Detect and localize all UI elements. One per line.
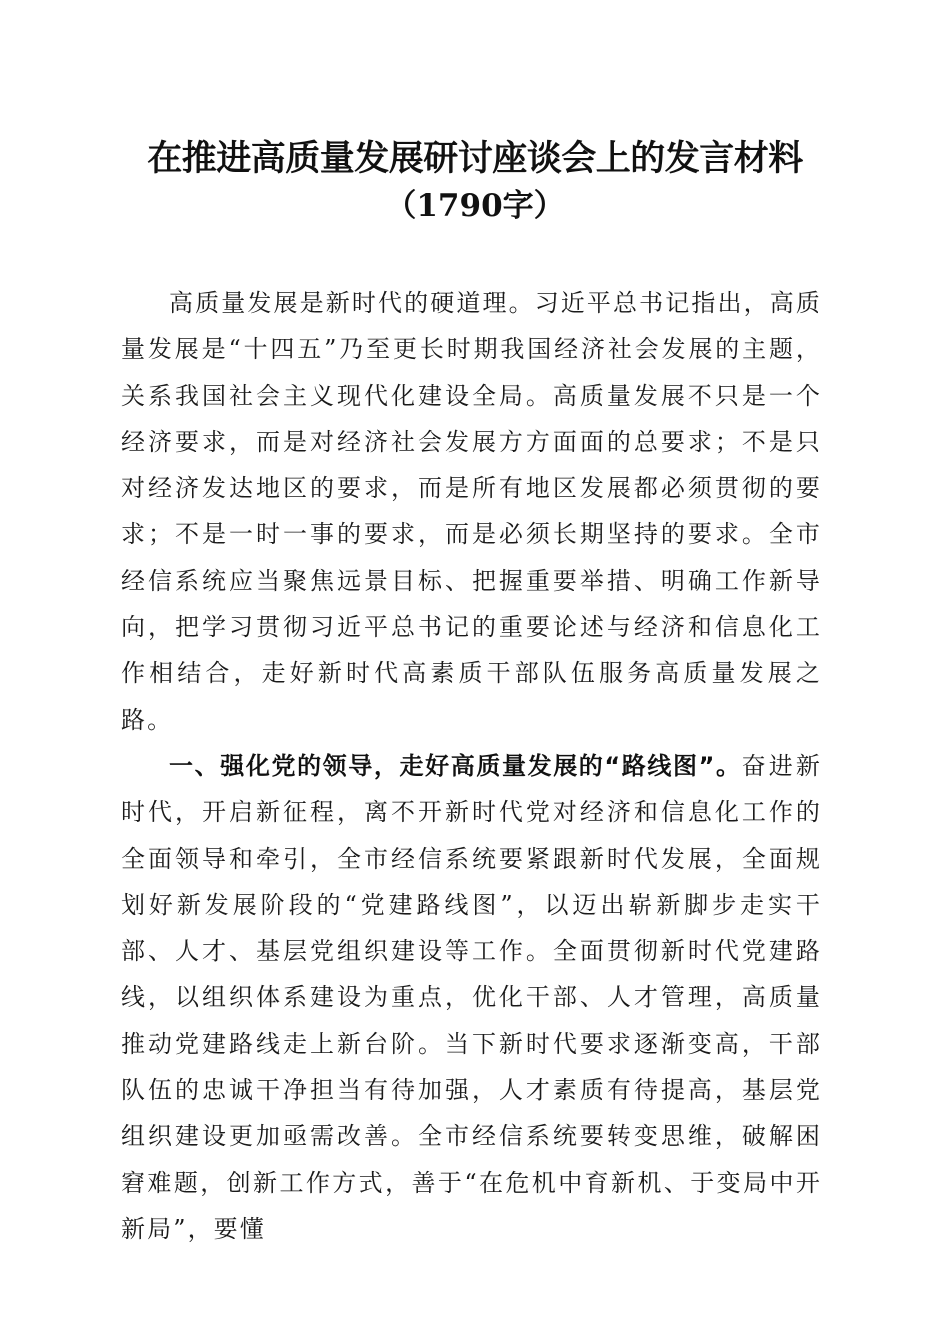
intro-paragraph — [121, 280, 822, 743]
section-one-paragraph — [121, 743, 822, 1252]
paragraph-text: 奋进新时代，开启新征程，离不开新时代党对经济和信息化工作的全面领导和牵引，全市经信系统要紧跟新时代发展，全面规划好新发展阶段的“党建路线图”，以迈出崭新脚步走实干部、人才、基层党组织建设等工作。全面贯彻新时代党建路线，以组织体系建设为重点，优化干部、人才管理，高质量推动党建路线走上新台阶。当下新时代要求逐渐变高，干部队伍的忠诚干净担当有待加强，人才素质有待提高，基层党组织建设更加亟需改善。全市经信系统要转变思维，破解困窘难题，创新工作方式，善于“在危机中育新机、于变局中开新局”，要懂 — [121, 751, 822, 1243]
paragraph-text: 高质量发展是新时代的硬道理。习近平总书记指出，高质量发展是“十四五”乃至更长时期我国经济社会发展的主题，关系我国社会主义现代化建设全局。高质量发展不只是一个经济要求，而是对经济社会发展方方面面的总要求；不是只对经济发达地区的要求，而是所有地区发展都必须贯彻的要求；不是一时一事的要求，而是必须长期坚持的要求。全市经信系统应当聚焦远景目标、把握重要举措、明确工作新导向，把学习贯彻习近平总书记的重要论述与经济和信息化工作相结合，走好新时代高素质干部队伍服务高质量发展之路。 — [121, 289, 822, 734]
section-heading: 一、强化党的领导，走好高质量发展的“路线图”。 — [169, 751, 742, 780]
document-subtitle: （1790字） — [385, 188, 565, 224]
document-title: 在推进高质量发展研讨座谈会上的发言材料 — [147, 138, 803, 179]
document-body — [121, 280, 822, 1252]
